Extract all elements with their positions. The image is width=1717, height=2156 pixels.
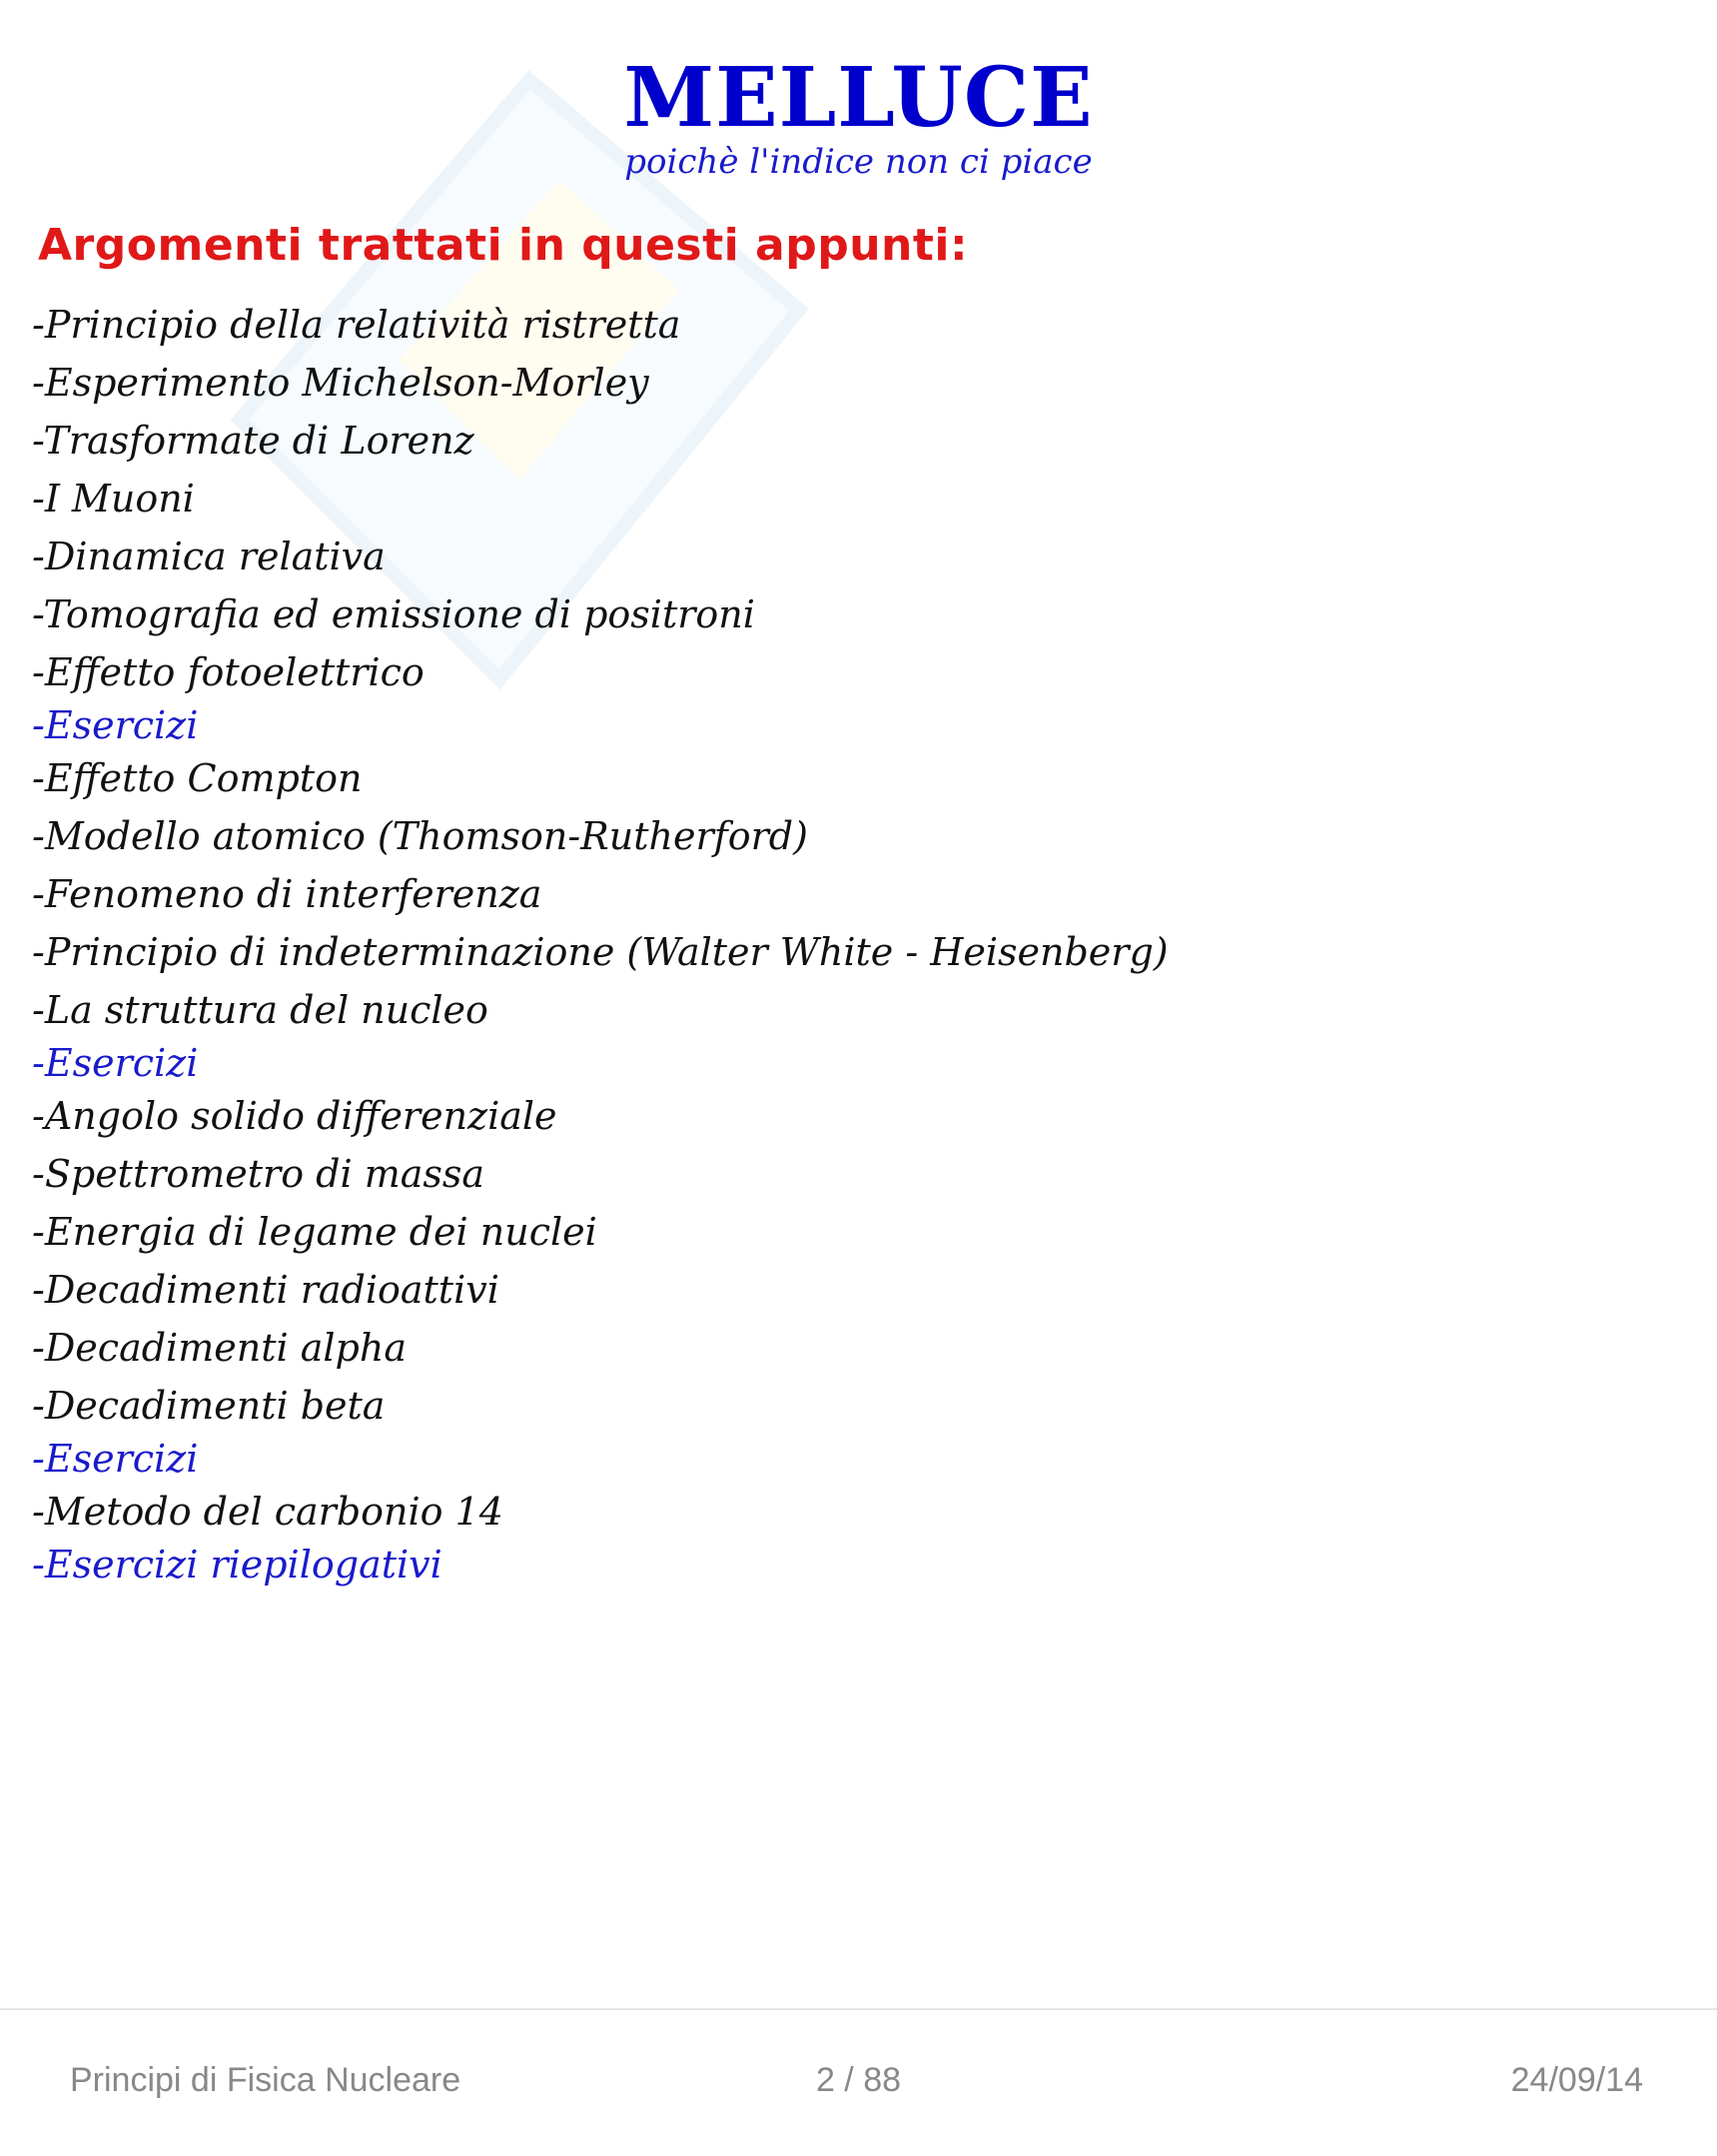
list-item: -Spettrometro di massa <box>32 1152 485 1196</box>
list-item-exercise: -Esercizi <box>32 1437 199 1481</box>
list-item: -Tomografia ed emissione di positroni <box>32 592 755 636</box>
footer-divider <box>0 2008 1717 2010</box>
list-item: -Trasformate di Lorenz <box>32 419 474 463</box>
page-title: MELLUCE <box>623 50 1094 146</box>
list-item-exercise: -Esercizi <box>32 1041 199 1085</box>
list-item: -Effetto fotoelettrico <box>32 650 425 694</box>
list-item: -Dinamica relativa <box>32 535 386 578</box>
footer-document-title: Principi di Fisica Nucleare <box>70 2061 461 2099</box>
list-item: -Decadimenti beta <box>32 1384 386 1428</box>
footer-date: 24/09/14 <box>1510 2061 1643 2099</box>
list-item: -Principio della relatività ristretta <box>32 303 681 347</box>
list-item-exercise: -Esercizi <box>32 703 199 747</box>
page-subtitle: poichè l'indice non ci piace <box>624 142 1093 182</box>
list-item: -Metodo del carbonio 14 <box>32 1490 503 1534</box>
list-item: -Angolo solido differenziale <box>32 1094 557 1138</box>
topics-list <box>32 296 1169 1589</box>
footer-page-indicator: 2 / 88 <box>815 2061 902 2099</box>
list-item: -Energia di legame dei nuclei <box>32 1210 597 1254</box>
list-item: -I Muoni <box>32 477 195 521</box>
list-item-exercise: -Esercizi riepilogativi <box>32 1543 442 1587</box>
list-item: -Decadimenti alpha <box>32 1326 407 1370</box>
list-item: -Principio di indeterminazione (Walter White - Heisenberg) <box>32 930 1169 974</box>
list-item: -Fenomeno di interferenza <box>32 872 542 916</box>
section-heading: Argomenti trattati in questi appunti: <box>38 220 969 271</box>
list-item: -Decadimenti radioattivi <box>32 1268 499 1312</box>
list-item: -Esperimento Michelson-Morley <box>32 361 649 405</box>
list-item: -Effetto Compton <box>32 756 363 800</box>
list-item: -Modello atomico (Thomson-Rutherford) <box>32 814 808 858</box>
list-item: -La struttura del nucleo <box>32 988 488 1032</box>
